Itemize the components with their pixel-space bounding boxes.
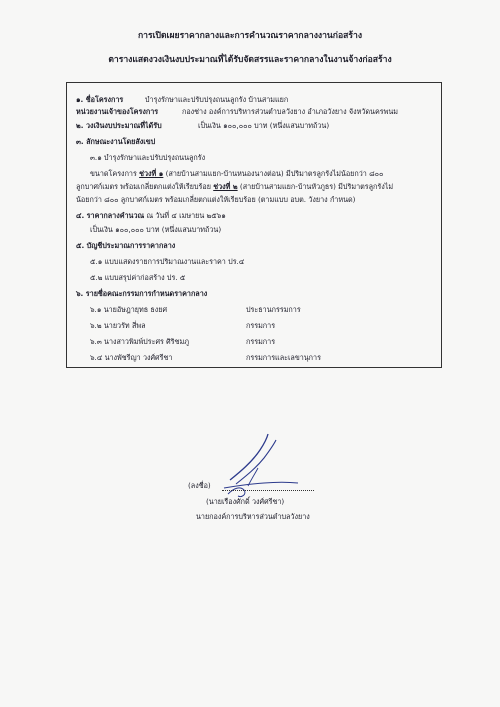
- price-calc-date: ณ วันที่ ๔ เมษายน ๒๕๖๑: [146, 211, 226, 220]
- signature-label: (ลงชื่อ): [188, 481, 211, 490]
- committee-member-name: ๖.๒ นายวรัท สี่พล: [90, 321, 146, 330]
- project-name-value: บำรุงรักษาและปรับปรุงถนนลูกรัง บ้านสามแยก: [145, 95, 289, 104]
- handwritten-signature: [190, 428, 310, 508]
- segment-1-label: ช่วงที่ ๑: [139, 169, 164, 178]
- estimate-item: ๕.๑ แบบแสดงรายการปริมาณงานและราคา ปร.๔: [90, 257, 245, 266]
- scope-item: ๓.๑ บำรุงรักษาและปรับปรุงถนนลูกรัง: [90, 153, 206, 162]
- document-subtitle: ตารางแสดงวงเงินงบประมาณที่ได้รับจัดสรรและราคากลางในงานจ้างก่อสร้าง: [108, 55, 392, 65]
- estimate-label: ๕. บัญชีประมาณการราคากลาง: [76, 241, 176, 250]
- committee-member-role: กรรมการและเลขานุการ: [246, 353, 321, 362]
- segment-1-text: (สายบ้านสามแยก-บ้านหนองนางต่อน) มีปริมาตรลูกรังไม่น้อยกว่า ๘๐๐: [165, 169, 384, 178]
- signatory-position: นายกองค์การบริหารส่วนตำบลวังยาง: [196, 512, 310, 521]
- committee-member-role: กรรมการ: [246, 321, 276, 330]
- price-calc-value: เป็นเงิน ๑๐๐,๐๐๐ บาท (หนึ่งแสนบาทถ้วน): [90, 225, 222, 234]
- committee-member-name: ๖.๓ นางสาวพิมพ์ประศร ศิริชมภู: [90, 337, 189, 346]
- scope-detail-line-3: น้อยกว่า ๘๐๐ ลูกบาศก์เมตร พร้อมเกลี่ยตกแต่งให้เรียบร้อย (ตามแบบ อบต. วังยาง กำหนด): [76, 195, 356, 204]
- document-title: การเปิดเผยราคากลางและการคำนวณราคากลางงานก่อสร้าง: [137, 31, 363, 41]
- signature-line: [222, 490, 314, 491]
- segment-1-text-cont: ลูกบาศก์เมตร พร้อมเกลี่ยตกแต่งให้เรียบร้อย: [76, 182, 211, 191]
- segment-2-label: ช่วงที่ ๒: [213, 182, 238, 191]
- project-size-label: ขนาดโครงการ: [90, 169, 137, 178]
- scope-detail-line-1: [90, 169, 383, 179]
- segment-2-text: (สายบ้านสามแยก-บ้านหัวภูธร) มีปริมาตรลูกรังไม่: [239, 182, 394, 191]
- price-calc-label: ๔. ราคากลางคำนวณ: [76, 211, 145, 220]
- committee-label: ๖. รายชื่อคณะกรรมการกำหนดราคากลาง: [76, 289, 208, 298]
- signatory-name: (นายเรืองศักดิ์ วงศ์ศรีชา): [206, 497, 285, 506]
- scope-detail-line-2: [76, 182, 393, 192]
- agency-label: หน่วยงานเจ้าของโครงการ: [76, 107, 159, 116]
- committee-member-role: ประธานกรรมการ: [246, 305, 301, 314]
- scope-label: ๓. ลักษณะงานโดยสังเขป: [76, 137, 156, 146]
- budget-value: เป็นเงิน ๑๐๐,๐๐๐ บาท (หนึ่งแสนบาทถ้วน): [198, 121, 330, 130]
- price-calc-line: [76, 211, 226, 221]
- agency-value: กองช่าง องค์การบริหารส่วนตำบลวังยาง อำเภอวังยาง จังหวัดนครพนม: [182, 107, 399, 116]
- project-name-label: ๑. ชื่อโครงการ: [76, 95, 124, 104]
- committee-member-name: ๖.๑ นายอัษฎายุทธ ธงยศ: [90, 305, 168, 314]
- budget-label: ๒. วงเงินงบประมาณที่ได้รับ: [76, 121, 162, 130]
- committee-member-name: ๖.๔ นางพัชรีญา วงศ์ศรีชา: [90, 353, 173, 362]
- estimate-item: ๕.๒ แบบสรุปค่าก่อสร้าง ปร. ๕: [90, 273, 186, 282]
- committee-member-role: กรรมการ: [246, 337, 276, 346]
